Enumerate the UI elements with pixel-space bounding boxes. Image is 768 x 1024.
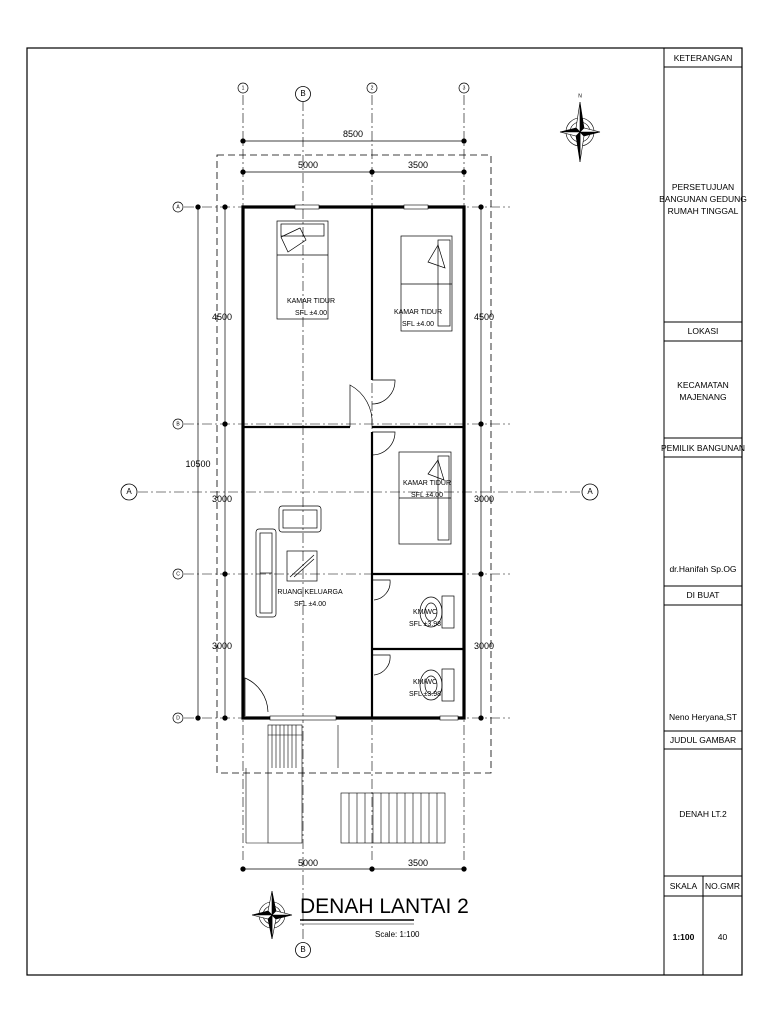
section-label-left: A xyxy=(126,487,132,497)
room-name-family-room: RUANG KELUARGA xyxy=(277,589,343,596)
room-name-wc-1: KM/WC xyxy=(412,609,438,616)
room-name-bedroom-2: KAMAR TIDUR xyxy=(393,309,443,316)
room-name-bedroom-1: KAMAR TIDUR xyxy=(286,298,336,305)
stairs xyxy=(246,725,445,843)
dim-height-mid-left: 3000 xyxy=(211,494,233,504)
nogmr-header: NO.GMR xyxy=(705,881,740,891)
dim-height-mid-right: 3000 xyxy=(473,494,495,504)
grid-label-top-1: 1 xyxy=(241,85,245,92)
dim-total-width: 8500 xyxy=(342,129,364,139)
drawing-scale: Scale: 1:100 xyxy=(375,930,420,939)
room-level-family-room: SFL ±4.00 xyxy=(294,601,326,608)
grid-bubbles-top xyxy=(238,83,469,102)
keterangan-line-2: BANGUNAN GEDUNG xyxy=(659,194,747,204)
room-level-bedroom-2: SFL ±4.00 xyxy=(402,321,434,328)
pemilik-name: dr.Hanifah Sp.OG xyxy=(669,564,737,574)
skala-value: 1:100 xyxy=(672,932,695,942)
drawing-title: DENAH LANTAI 2 xyxy=(300,895,469,918)
keterangan-line-1: PERSETUJUAN xyxy=(671,182,735,192)
room-level-bedroom-1: SFL ±4.00 xyxy=(295,310,327,317)
grid-lines xyxy=(138,95,580,940)
judul-value: DENAH LT.2 xyxy=(679,809,727,819)
grid-bubbles-left xyxy=(173,202,183,723)
sheet-border xyxy=(27,48,742,975)
room-level-bedroom-3: SFL ±4.00 xyxy=(411,492,443,499)
grid-label-top-3: 3 xyxy=(462,85,466,92)
grid-label-top-b: B xyxy=(300,89,306,99)
grid-label-left-b: B xyxy=(176,421,180,428)
dim-height-top-right: 4500 xyxy=(473,312,495,322)
dimension-lines xyxy=(196,139,484,872)
dibuat-header: DI BUAT xyxy=(686,590,720,600)
room-labels xyxy=(277,298,451,698)
grid-label-left-c: C xyxy=(176,571,180,578)
dim-height-top-left: 4500 xyxy=(211,312,233,322)
dim-total-height: 10500 xyxy=(185,459,211,469)
title-block-text xyxy=(659,53,747,942)
judul-header: JUDUL GAMBAR xyxy=(669,735,737,745)
pemilik-header: PEMILIK BANGUNAN xyxy=(660,443,746,453)
lokasi-header: LOKASI xyxy=(687,326,719,336)
grid-label-bottom-b: B xyxy=(300,945,306,955)
dim-bottom-left: 5000 xyxy=(297,858,319,868)
lokasi-line-1: KECAMATAN xyxy=(677,380,729,390)
section-label-right: A xyxy=(587,487,593,497)
lokasi-line-2: MAJENANG xyxy=(679,392,727,402)
room-name-bedroom-3: KAMAR TIDUR xyxy=(402,480,452,487)
grid-label-left-a: A xyxy=(176,204,180,211)
dim-width-left: 5000 xyxy=(297,160,319,170)
dim-height-bottom-right: 3000 xyxy=(473,641,495,651)
grid-label-top-2: 2 xyxy=(370,85,374,92)
dim-bottom-right: 3500 xyxy=(407,858,429,868)
skala-header: SKALA xyxy=(669,881,698,891)
room-name-wc-2: KM/WC xyxy=(412,679,438,686)
room-level-wc-1: SFL ±3.98 xyxy=(409,621,441,628)
north-label: N xyxy=(578,93,582,100)
windows xyxy=(270,205,458,720)
dibuat-name: Neno Heryana,ST xyxy=(668,712,738,722)
dim-height-bottom-left: 3000 xyxy=(211,641,233,651)
keterangan-line-3: RUMAH TINGGAL xyxy=(667,206,739,216)
keterangan-header: KETERANGAN xyxy=(673,53,733,63)
title-compass-icon xyxy=(252,891,292,939)
dim-width-right: 3500 xyxy=(407,160,429,170)
nogmr-value: 40 xyxy=(717,932,728,942)
room-level-wc-2: SFL ±3.98 xyxy=(409,691,441,698)
bed-2 xyxy=(401,236,452,331)
north-arrow-icon xyxy=(560,102,600,162)
grid-label-left-d: D xyxy=(176,715,180,722)
